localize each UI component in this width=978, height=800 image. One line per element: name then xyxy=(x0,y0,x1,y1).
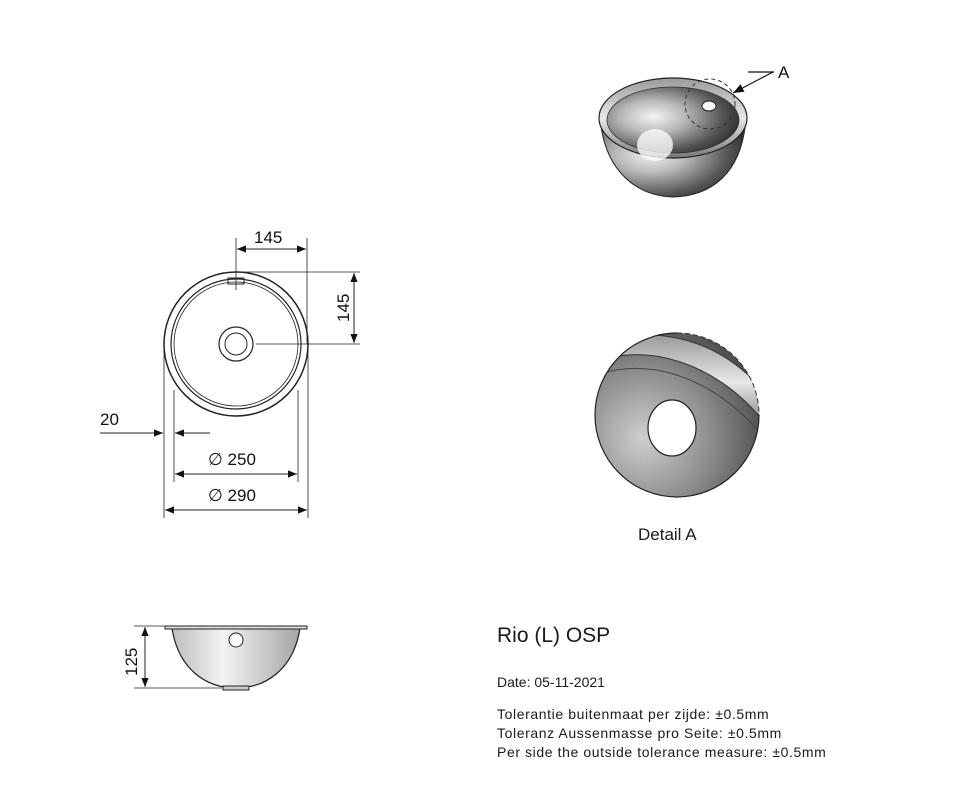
plan-view xyxy=(100,238,360,518)
dim-depth-label: 125 xyxy=(122,647,141,676)
dim-rim-label: 20 xyxy=(100,410,119,429)
detail-a-view xyxy=(590,330,770,510)
dim-inner-diameter-label: ∅ 250 xyxy=(208,450,256,469)
product-title: Rio (L) OSP xyxy=(497,624,611,647)
isometric-bowl-view xyxy=(599,72,774,197)
dim-drain-x-label: 145 xyxy=(254,228,283,247)
dim-outer-diameter-label: ∅ 290 xyxy=(208,486,256,505)
tolerance-de: Toleranz Aussenmasse pro Seite: ±0.5mm xyxy=(497,725,782,741)
tolerance-en: Per side the outside tolerance measure: ±0.5mm xyxy=(497,744,827,760)
tolerance-nl: Tolerantie buitenmaat per zijde: ±0.5mm xyxy=(497,706,770,722)
callout-a-label: A xyxy=(778,63,790,82)
detail-a-caption: Detail A xyxy=(638,525,697,544)
dim-drain-y-label: 145 xyxy=(334,293,353,322)
side-view xyxy=(134,626,307,690)
drawing-date: Date: 05-11-2021 xyxy=(497,674,605,690)
